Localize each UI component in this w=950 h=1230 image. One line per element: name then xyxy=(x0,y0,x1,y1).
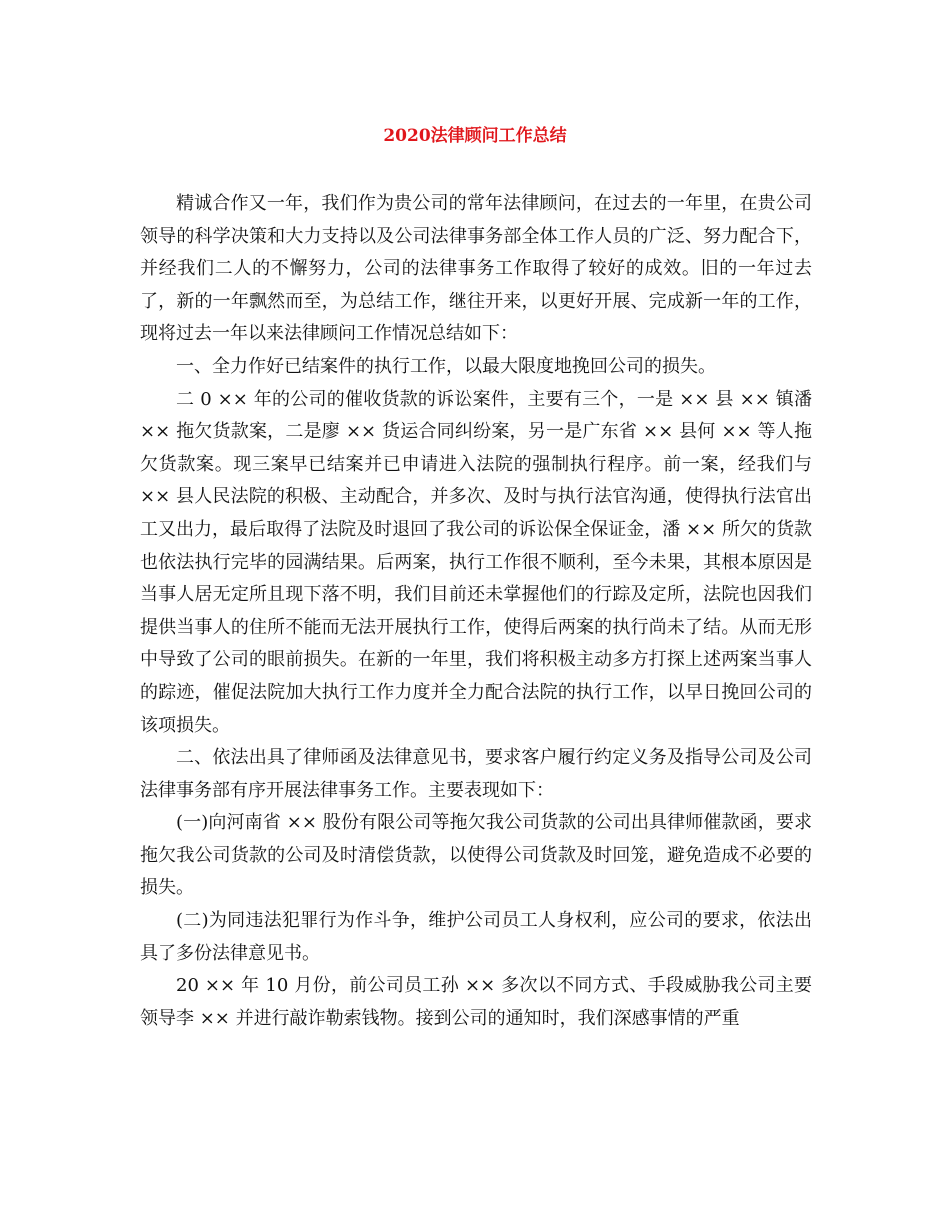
paragraph-section-1-heading: 一、全力作好已结案件的执行工作，以最大限度地挽回公司的损失。 xyxy=(176,355,716,377)
paragraph-incident: 20 ×× 年 10 月份，前公司员工孙 ×× 多次以不同方式、手段威胁我公司主要领导李 ×× 并进行敲诈勒索钱物。接到公司的通知时，我们深感事情的严重 xyxy=(140,975,812,1029)
paragraph-item-1: (一)向河南省 ×× 股份有限公司等拖欠我公司货款的公司出具律师催款函，要求拖欠我公司货款的公司及时清偿货款，以使得公司货款及时回笼，避免造成不必要的损失。 xyxy=(140,812,812,899)
document-body xyxy=(140,188,812,1035)
paragraph-section-2-heading: 二、依法出具了律师函及法律意见书，要求客户履行约定义务及指导公司及公司法律事务部有序开展法律事务工作。主要表现如下： xyxy=(140,747,812,801)
paragraph-enforcement-cases: 二 0 ×× 年的公司的催收货款的诉讼案件，主要有三个，一是 ×× 县 ×× 镇潘 ×× 拖欠货款案，二是廖 ×× 货运合同纠纷案，另一是广东省 ×× 县何 ×× 等人拖欠货款案。现三案早已结案并已申请进入法院的强制执行程序。前一案，经我们与 ×× 县人民法院的积极、主动配合，并多次、及时与执行法官沟通，使得执行法官出工又出力，最后取得了法院及时退回了我公司的诉讼保全保证金，潘 ×× 所欠的货款也依法执行完毕的园满结果。后两案，执行工作很不顺利，至今未果，其根本原因是当事人居无定所且现下落不明，我们目前还未掌握他们的行踪及定所，法院也因我们提供当事人的住所不能而无法开展执行工作，使得后两案的执行尚未了结。从而无形中导致了公司的眼前损失。在新的一年里，我们将积极主动多方打探上述两案当事人的踪迹，催促法院加大执行工作力度并全力配合法院的执行工作，以早日挽回公司的该项损失。 xyxy=(140,388,812,736)
document-title: 2020法律顾问工作总结 xyxy=(383,126,567,146)
paragraph-intro: 精诚合作又一年，我们作为贵公司的常年法律顾问，在过去的一年里，在贵公司领导的科学决策和大力支持以及公司法律事务部全体工作人员的广泛、努力配合下，并经我们二人的不懈努力，公司的法律事务工作取得了较好的成效。旧的一年过去了，新的一年飘然而至，为总结工作，继往开来，以更好开展、完成新一年的工作，现将过去一年以来法律顾问工作情况总结如下： xyxy=(140,193,812,345)
paragraph-item-2: (二)为同违法犯罪行为作斗争，维护公司员工人身权利，应公司的要求，依法出具了多份法律意见书。 xyxy=(140,910,812,964)
